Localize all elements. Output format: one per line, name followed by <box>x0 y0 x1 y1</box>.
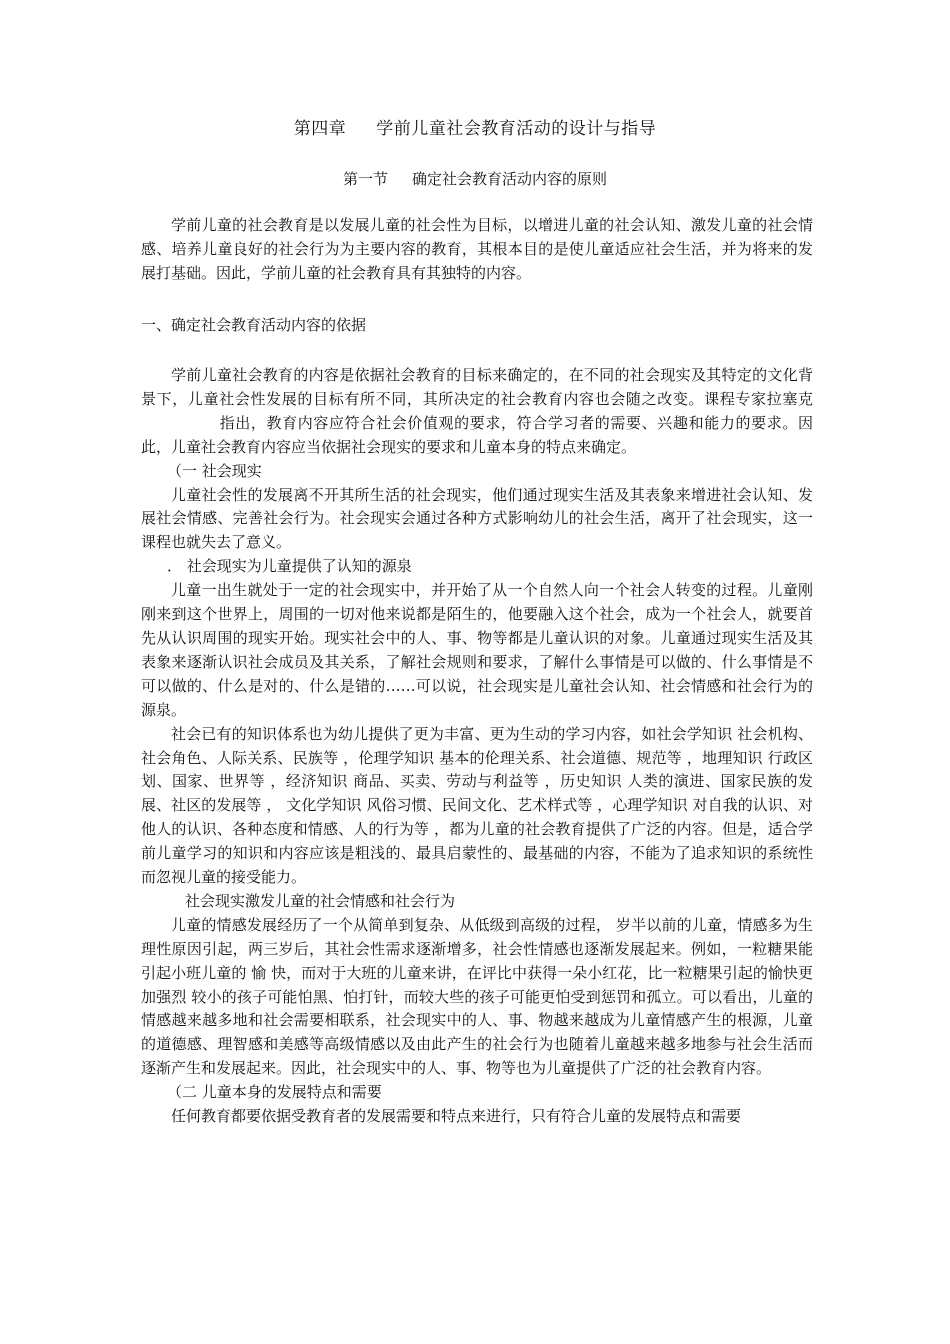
subheading-child-needs: （二 儿童本身的发展特点和需要 <box>167 1083 382 1102</box>
chapter-title <box>0 114 950 139</box>
paragraph-2: 儿童社会性的发展离不开其所生活的社会现实，他们通过现实生活及其表象来增进社会认知、发展社会情感、完善社会行为。社会现实会通过各种方式影响幼儿的社会生活，离开了社会现实，这一课程也就失去了意义。 <box>141 485 813 552</box>
subheading-social-reality: （一 社会现实 <box>167 461 262 480</box>
paragraph-1-part-a: 学前儿童社会教育的内容是依据社会教育的目标来确定的，在不同的社会现实及其特定的文化背景下，儿童社会性发展的目标有所不同，其所决定的社会教育内容也会随之改变。课程专家拉塞克 <box>141 366 813 408</box>
paragraph-1-part-b: 指出，教育内容应符合社会价值观的要求，符合学习者的需要、兴趣和能力的要求。因此，儿童社会教育内容应当依据社会现实的要求和儿童本身的特点来确定。 <box>141 413 813 456</box>
intro-paragraph: 学前儿童的社会教育是以发展儿童的社会性为目标，以增进儿童的社会认知、激发儿童的社会情感、培养儿童良好的社会行为为主要内容的教育，其根本目的是使儿童适应社会生活，并为将来的发展打基础。因此，学前儿童的社会教育具有其独特的内容。 <box>141 216 813 282</box>
section-label: 第一节 <box>342 170 388 188</box>
chapter-title-text: 学前儿童社会教育活动的设计与指导 <box>376 119 657 139</box>
main-body <box>141 364 813 1129</box>
paragraph-4: 社会已有的知识体系也为幼儿提供了更为丰富、更为生动的学习内容，如社会学知识 社会机构、社会角色、人际关系、民族等 ，伦理学知识 基本的伦理关系、社会道德、规范等 ，地理知识 行政区划、国家、世界等 ，经济知识 商品、买卖、劳动与利益等 ，历史知识 人类的演进、国家民族的发展、社区的发展等 ， 文化学知识 风俗习惯、民间文化、艺术样式等 ，心理学知识 对自我的认识、对他人的认识、各种态度和情感、人的行为等 ，都为儿童的社会教育提供了广泛的内容。但是，适合学前儿童学习的知识和内容应该是粗浅的、最具启蒙性的、最基础的内容，不能为了追求知识的系统性而忽视儿童的接受能力。 <box>141 724 813 887</box>
section-title <box>0 168 950 189</box>
paragraph-3: 儿童一出生就处于一定的社会现实中，并开始了从一个自然人向一个社会人转变的过程。儿童刚刚来到这个世界上，周围的一切对他来说都是陌生的，他要融入这个社会，成为一个社会人，就要首先从认识周围的现实开始。现实社会中的人、事、物等都是儿童认识的对象。儿童通过现实生活及其表象来逐渐认识社会成员及其关系，了解社会规则和要求，了解什么事情是可以做的、什么事情是不可以做的、什么是对的、什么是错的……可以说，社会现实是儿童社会认知、社会情感和社会行为的源泉。 <box>141 581 813 719</box>
chapter-label: 第四章 <box>293 119 347 139</box>
section-heading-1: 一、确定社会教育活动内容的依据 <box>141 316 367 334</box>
subheading-emotion-behavior: 社会现实激发儿童的社会情感和社会行为 <box>185 891 456 910</box>
section-title-text: 确定社会教育活动内容的原则 <box>412 170 608 188</box>
subheading-cognition-source: ． 社会现实为儿童提供了认知的源泉 <box>167 557 412 576</box>
paragraph-5: 儿童的情感发展经历了一个从简单到复杂、从低级到高级的过程， 岁半以前的儿童，情感多为生理性原因引起，两三岁后，其社会性需求逐渐增多，社会性情感也逐渐发展起来。例如，一粒糖果能引起小班儿童的 愉 快，而对于大班的儿童来讲，在评比中获得一朵小红花，比一粒糖果引起的愉快更加强烈 较小的孩子可能怕黑、怕打针，而较大些的孩子可能更怕受到惩罚和孤立。可以看出，儿童的情感越来越多地和社会需要相联系，社会现实中的人、事、物越来越成为儿童情感产生的根源，儿童的道德感、理智感和美感等高级情感以及由此产生的社会行为也随着儿童越来越多地参与社会生活而逐渐产生和发展起来。因此，社会现实中的人、事、物等也为儿童提供了广泛的社会教育内容。 <box>141 915 813 1078</box>
intro-block <box>141 214 813 286</box>
heading-block <box>141 314 813 338</box>
paragraph-1 <box>141 364 813 460</box>
paragraph-6: 任何教育都要依据受教育者的发展需要和特点来进行，只有符合儿童的发展特点和需要 <box>171 1107 742 1126</box>
